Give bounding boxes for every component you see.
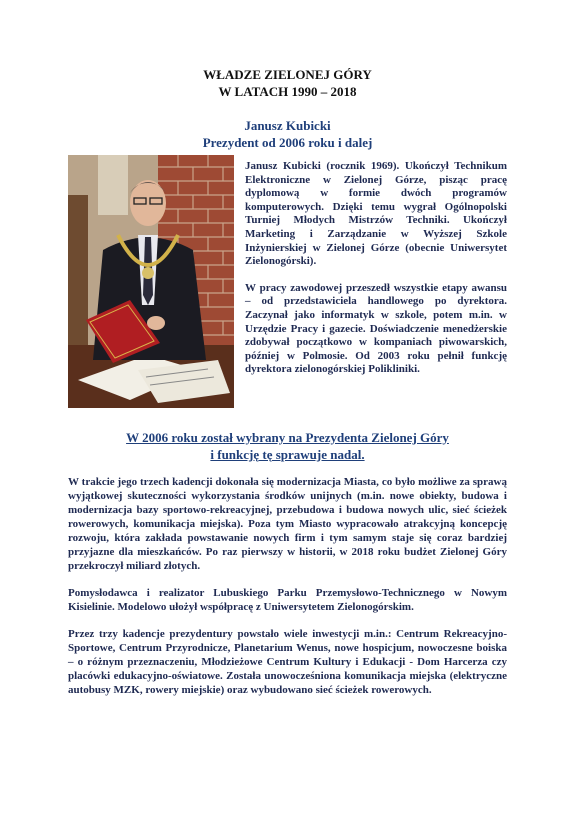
- person-heading: [0, 117, 575, 151]
- bio-section: [245, 160, 507, 390]
- bio-paragraph: Janusz Kubicki (rocznik 1969). Ukończył Technikum Elektroniczne w Zielonej Górze, pisząc pracę dyplomową w formie dwóch programów komputerowych. Dzięki temu wygrał Ogólnopolski Turniej Młodych Mistrzów Techniki. Ukończył Marketing i Zarządzanie w Wyższej Szkole Inżynierskiej w Zielonej Górze (obecnie Uniwersytet Zielonogórski).: [245, 160, 507, 268]
- portrait-photo: [68, 155, 234, 408]
- portrait-illustration: [68, 155, 234, 408]
- person-role: Prezydent od 2006 roku i dalej: [202, 135, 373, 150]
- election-highlight: [0, 429, 575, 463]
- highlight-line2: i funkcję tę sprawuje nadal.: [210, 447, 365, 462]
- person-name: Janusz Kubicki: [244, 118, 331, 133]
- page-title-line1: WŁADZE ZIELONEJ GÓRY: [203, 67, 372, 82]
- body-paragraph: W trakcie jego trzech kadencji dokonała się modernizacja Miasta, co było możliwe za sprawą wyjątkowej skuteczności wykorzystania środków unijnych (m.in. nowe obiekty, budowa i modernizacja bazy sportowo-rekreacyjnej, przebudowa i budowa nowych ulic, sieć ścieżek rowerowych, komunikacja miejska). Poza tym Miasto wypracowało atrakcyjną koncepcję rozwoju, która zakłada powstawanie nowych firm i tym samym staje się coraz bardziej przyjazne dla mieszkańców. Po raz pierwszy w historii, w 2018 roku budżet Zielonej Góry przekroczył miliard złotych.: [68, 476, 507, 572]
- body-paragraph: Pomysłodawca i realizator Lubuskiego Parku Przemysłowo-Technicznego w Nowym Kisielinie. Modelowo ułożył współpracę z Uniwersytetem Zielonogórskim.: [68, 587, 507, 613]
- page-title-line2: W LATACH 1990 – 2018: [218, 84, 357, 99]
- body-section: [68, 475, 507, 710]
- bio-paragraph: W pracy zawodowej przeszedł wszystkie etapy awansu – od przedstawiciela handlowego po dyrektora. Zaczynał jako informatyk w szkole, potem m.in. w Urzędzie Pracy i gazecie. Doświadczenie menedżerskie zdobywał początkowo w kompaniach piwowarskich, później w Polmosie. Od 2003 roku pełnił funkcję dyrektora zielonogórskiej Polikliniki.: [245, 281, 507, 376]
- highlight-line1: W 2006 roku został wybrany na Prezydenta Zielonej Góry: [126, 430, 449, 445]
- body-paragraph: Przez trzy kadencje prezydentury powstało wiele inwestycji m.in.: Centrum Rekreacyjno-Sportowe, Centrum Przyrodnicze, Planetarium Wenus, nowe hospicjum, nowoczesne boiska – o różnym przeznaczeniu, Młodzieżowe Centrum Kultury i Edukacji - Dom Harcerza czy placówki edukacyjno-oświatowe. Została unowocześniona komunikacja miejska (elektryczne autobusy MZK, rowery miejskie) oraz wybudowano sieć ścieżek rowerowych.: [68, 628, 507, 696]
- page-title: [0, 66, 575, 100]
